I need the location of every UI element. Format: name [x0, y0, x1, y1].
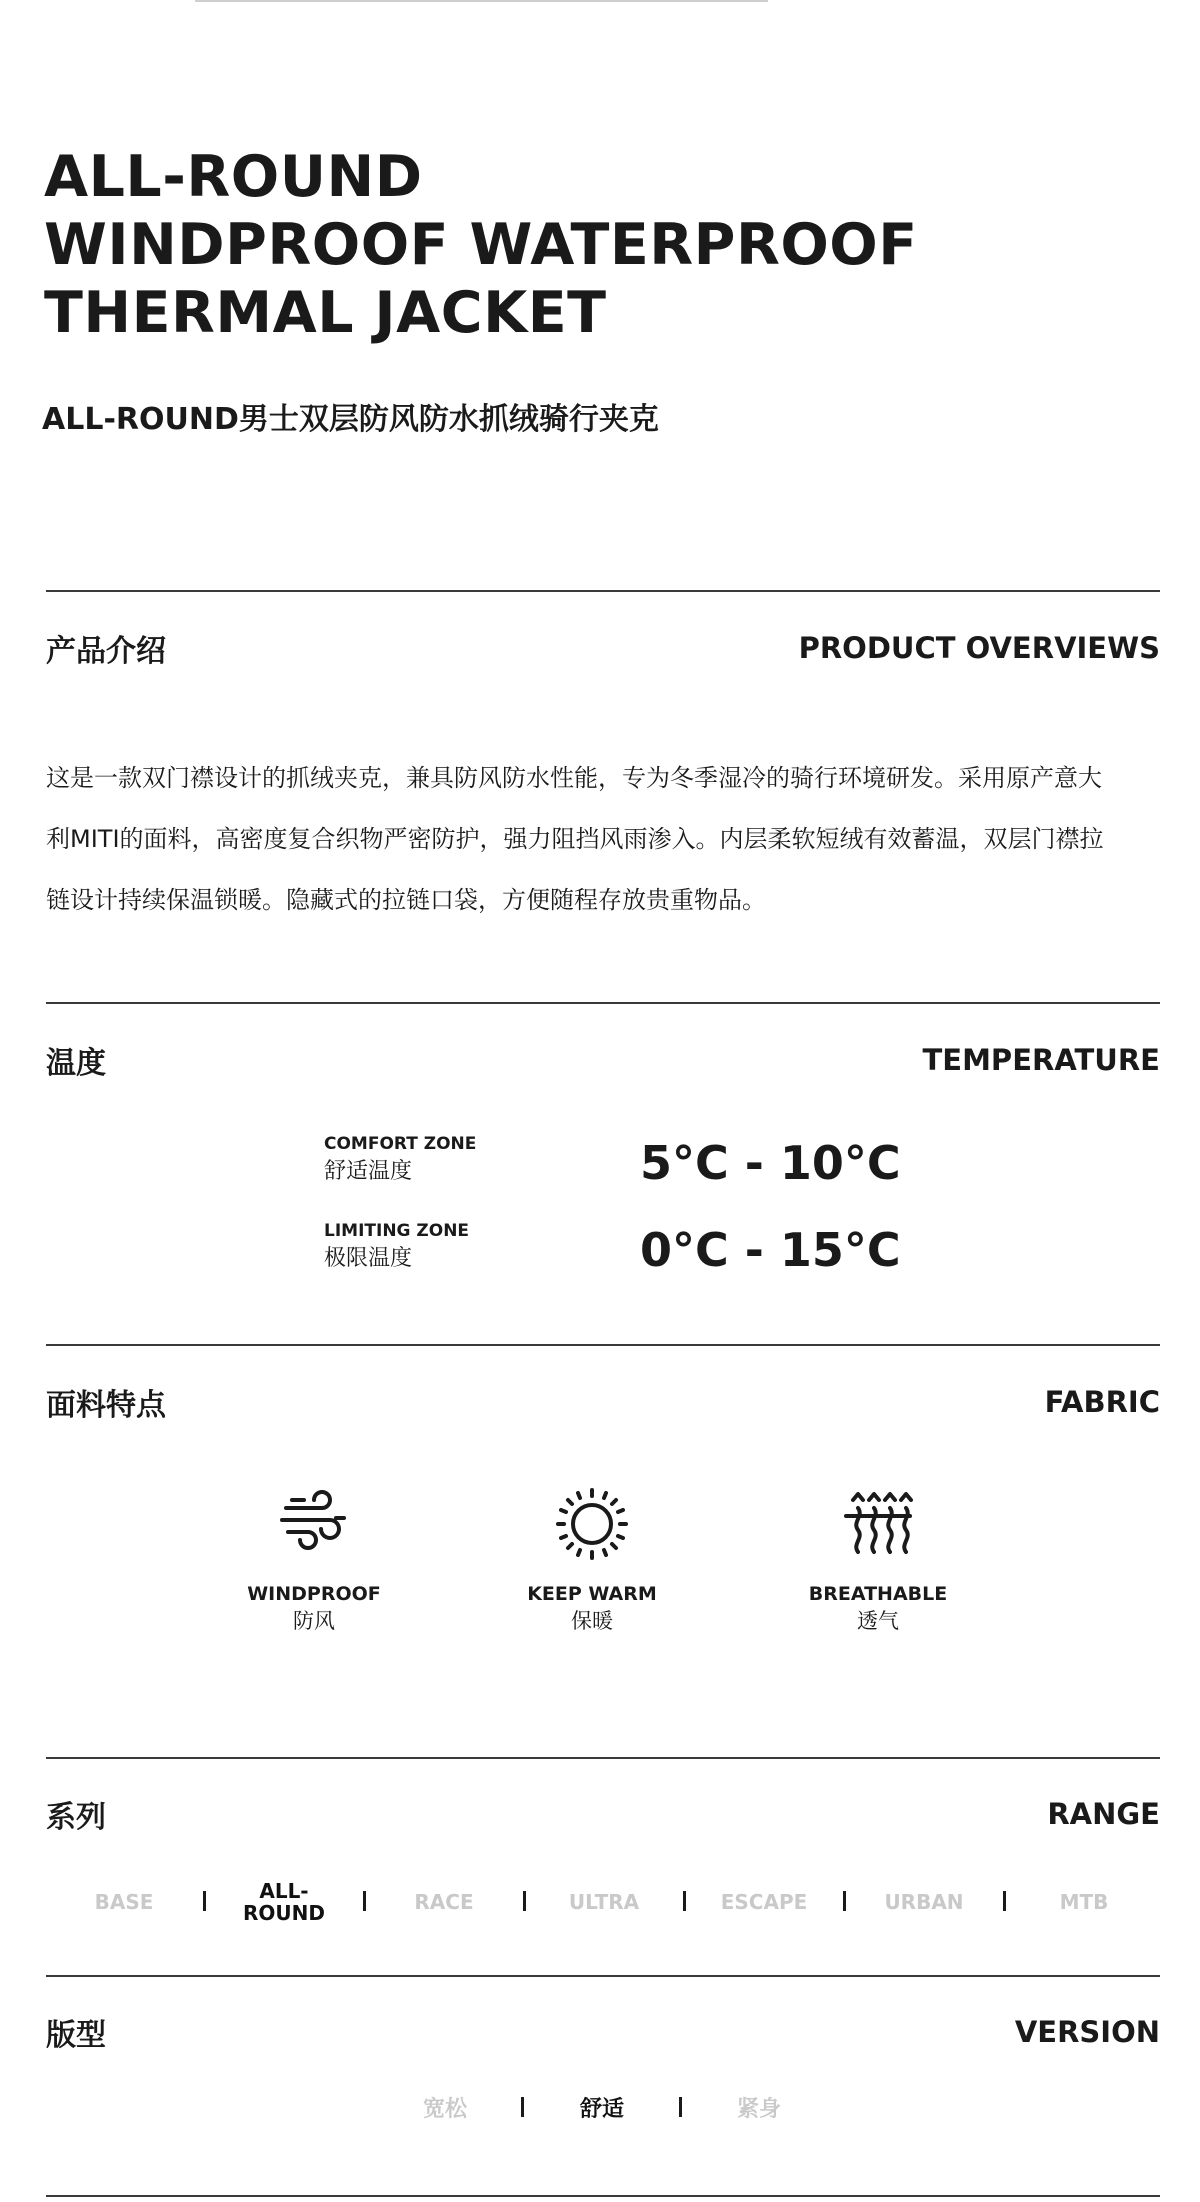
product-title-line-3: THERMAL JACKET [44, 280, 607, 346]
range-separator [843, 1891, 846, 1911]
range-item-all-round-label [243, 1880, 325, 1924]
overview-line-1: 这是一款双门襟设计的抓绒夹克，兼具防风防水性能，专为冬季湿冷的骑行环境研发。采用原产意大 [46, 764, 1102, 792]
feature-keep-warm-label-zh: 保暖 [571, 1609, 613, 1633]
range-item-all-round[interactable] [234, 1872, 334, 1932]
fabric-title-zh: 面料特点 [46, 1388, 166, 1423]
range-title-en: RANGE [1047, 1797, 1160, 1831]
temperature-title-zh: 温度 [46, 1046, 106, 1081]
section-divider-overview [46, 590, 1160, 592]
feature-breathable-label-zh: 透气 [857, 1609, 899, 1633]
top-divider-strip [195, 0, 768, 2]
range-separator [203, 1891, 206, 1911]
overview-line-2: 利MITI的面料，高密度复合织物严密防护，强力阻挡风雨渗入。内层柔软短绒有效蓄温，双层门襟拉 [46, 825, 1104, 853]
comfort-zone-label-en: COMFORT ZONE [324, 1134, 477, 1154]
limiting-zone-value: 0°C - 15°C [640, 1223, 901, 1277]
version-title-en: VERSION [1014, 2015, 1160, 2049]
range-item-urban[interactable]: URBAN [884, 1890, 964, 1914]
comfort-zone-label-zh: 舒适温度 [324, 1159, 413, 1184]
sun-icon [554, 1486, 630, 1562]
version-item-slim[interactable]: 紧身 [736, 2096, 781, 2122]
fabric-title-en: FABRIC [1044, 1385, 1160, 1419]
section-divider-version [46, 1975, 1160, 1977]
feature-windproof-label-en: WINDPROOF [247, 1583, 381, 1605]
range-separator [1003, 1891, 1006, 1911]
version-separator [679, 2097, 682, 2117]
range-separator [523, 1891, 526, 1911]
range-item-escape[interactable]: ESCAPE [720, 1890, 808, 1914]
limiting-zone-label-en: LIMITING ZONE [324, 1221, 470, 1241]
temperature-title-en: TEMPERATURE [922, 1043, 1160, 1077]
limiting-zone-label-zh: 极限温度 [324, 1246, 413, 1271]
feature-breathable [768, 1486, 988, 1636]
range-item-ultra[interactable]: ULTRA [568, 1890, 640, 1914]
section-divider-bottom [46, 2195, 1160, 2197]
section-divider-range [46, 1757, 1160, 1759]
feature-windproof-label-zh: 防风 [293, 1609, 335, 1633]
feature-keep-warm-label-en: KEEP WARM [527, 1583, 657, 1605]
section-divider-fabric [46, 1344, 1160, 1346]
range-item-all-round-line-2: ROUND [243, 1901, 325, 1925]
feature-windproof [204, 1486, 424, 1636]
range-item-race[interactable]: RACE [414, 1890, 474, 1914]
version-title-zh: 版型 [46, 2018, 106, 2053]
overview-title-en: PRODUCT OVERVIEWS [798, 631, 1160, 665]
product-title-line-1: ALL-ROUND [44, 144, 423, 210]
version-separator [521, 2097, 524, 2117]
feature-breathable-label-en: BREATHABLE [808, 1583, 948, 1605]
product-title [44, 143, 918, 347]
range-title-zh: 系列 [46, 1800, 106, 1835]
section-divider-temperature [46, 1002, 1160, 1004]
range-item-all-round-line-1: ALL- [259, 1879, 309, 1903]
range-item-base[interactable]: BASE [94, 1890, 154, 1914]
version-item-loose[interactable]: 宽松 [422, 2096, 467, 2122]
product-subtitle: ALL-ROUND男士双层防风防水抓绒骑行夹克 [42, 402, 659, 437]
range-separator [363, 1891, 366, 1911]
product-title-line-2: WINDPROOF WATERPROOF [44, 212, 918, 278]
overview-line-3: 链设计持续保温锁暖。隐藏式的拉链口袋，方便随程存放贵重物品。 [46, 886, 766, 914]
overview-title-zh: 产品介绍 [46, 634, 166, 669]
range-item-mtb[interactable]: MTB [1059, 1890, 1109, 1914]
overview-description [46, 748, 1171, 931]
comfort-zone-value: 5°C - 10°C [640, 1136, 901, 1190]
range-separator [683, 1891, 686, 1911]
heat-waves-icon [842, 1486, 914, 1558]
feature-keep-warm [482, 1486, 702, 1636]
wind-icon [278, 1486, 350, 1558]
version-item-comfort[interactable]: 舒适 [579, 2096, 624, 2122]
